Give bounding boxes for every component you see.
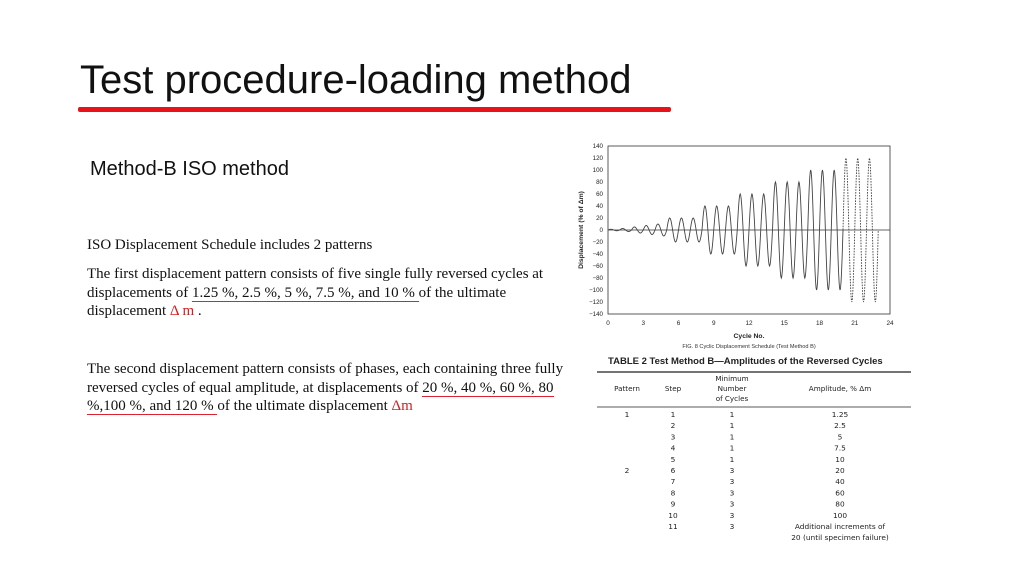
th-min-1: Minimum <box>715 374 749 383</box>
y-tick-label: 80 <box>596 179 603 187</box>
p2-text-end: . <box>194 303 202 319</box>
y-tick-label: −20 <box>592 239 603 247</box>
cell-amplitude: 40 <box>835 477 845 487</box>
x-tick-label: 18 <box>815 320 824 327</box>
y-tick-label: 120 <box>592 155 603 163</box>
cell-step: 2 <box>670 421 676 431</box>
x-tick-label: 3 <box>641 320 646 327</box>
cell-step: 1 <box>670 410 676 419</box>
title-underline <box>78 107 671 112</box>
cell-amplitude: 10 <box>835 454 845 464</box>
cell-amplitude: 5 <box>837 432 843 442</box>
cell-amplitude: Additional increments of <box>794 522 886 531</box>
cell-cycles: 3 <box>729 488 735 498</box>
cell-step: 10 <box>668 510 678 520</box>
y-tick-label: −140 <box>589 311 603 319</box>
x-tick-label: 9 <box>711 320 716 327</box>
paragraph-patterns-intro: ISO Displacement Schedule includes 2 patterns <box>87 237 373 253</box>
x-tick-label: 24 <box>886 320 894 327</box>
cell-step: 8 <box>670 488 676 498</box>
y-tick-label: −80 <box>592 275 603 283</box>
th-pattern: Pattern <box>614 384 640 393</box>
x-tick-label: 12 <box>745 320 753 327</box>
y-tick-label: 20 <box>596 215 603 223</box>
y-tick-label: −60 <box>592 263 603 271</box>
paragraph-first-pattern <box>87 265 557 321</box>
p3-text: The second displacement pattern consists of phases, each containing three fully reversed cycles of equal amplitude, at displacements of <box>87 361 564 396</box>
y-tick-label: 40 <box>596 203 603 211</box>
y-tick-label: 100 <box>592 167 603 175</box>
x-axis-label: Cycle No. <box>733 333 765 340</box>
cell-amplitude-cont: 20 (until specimen failure) <box>791 533 889 542</box>
displacement-series-solid <box>608 170 843 290</box>
slide-subtitle: Method-B ISO method <box>90 158 289 180</box>
cell-cycles: 1 <box>729 421 735 431</box>
cell-step: 11 <box>668 522 678 531</box>
chart-caption: FIG. 8 Cyclic Displacement Schedule (Test Method B) <box>682 344 816 350</box>
cell-step: 3 <box>670 432 676 442</box>
cell-amplitude: 20 <box>835 466 845 475</box>
cell-cycles: 1 <box>729 443 735 453</box>
cell-amplitude: 1.25 <box>831 410 849 419</box>
cell-amplitude: 7.5 <box>834 443 846 453</box>
cell-pattern: 2 <box>624 466 630 475</box>
th-min-3: of Cycles <box>715 394 749 403</box>
p3-text-cont: of the ultimate displacement <box>217 398 392 414</box>
y-tick-label: 140 <box>592 143 603 151</box>
th-amplitude: Amplitude, % Δm <box>808 384 872 393</box>
cyclic-displacement-chart <box>572 138 902 356</box>
cell-cycles: 3 <box>729 499 735 509</box>
cell-cycles: 1 <box>729 432 735 442</box>
paragraph-second-pattern <box>87 360 567 416</box>
cell-cycles: 3 <box>729 477 735 487</box>
cell-cycles: 1 <box>729 454 735 464</box>
slide-title: Test procedure-loading method <box>80 58 632 102</box>
cell-step: 6 <box>670 466 676 475</box>
p2-text: The first displacement pattern consists of five single fully reversed cycles at displacements of <box>87 266 544 301</box>
amplitudes-table <box>597 371 911 542</box>
chart-svg <box>572 138 902 356</box>
x-tick-label: 21 <box>851 320 859 327</box>
y-tick-label: −100 <box>589 287 603 295</box>
cell-amplitude: 2.5 <box>834 421 846 431</box>
th-min-2: Number <box>717 384 747 393</box>
x-tick-label: 15 <box>780 320 788 327</box>
cell-amplitude: 80 <box>835 499 845 509</box>
y-axis-label: Displacement (% of Δm) <box>578 191 585 269</box>
y-tick-label: 60 <box>596 191 603 199</box>
cell-step: 5 <box>670 454 676 464</box>
cell-cycles: 3 <box>729 522 735 531</box>
cell-step: 4 <box>670 443 676 453</box>
y-tick-label: 0 <box>599 227 603 235</box>
cell-pattern: 1 <box>624 410 630 419</box>
table-svg <box>597 371 911 542</box>
p2-text-cont: of the ultimate displacement <box>87 284 507 319</box>
p2-delta-symbol: Δ m <box>169 303 195 319</box>
p3-amplitudes-link[interactable]: 20 %, 40 %, 60 %, 80 %,100 %, and 120 % <box>87 379 554 414</box>
p3-delta-symbol: Δm <box>391 398 413 414</box>
cell-amplitude: 100 <box>832 510 848 520</box>
cell-cycles: 3 <box>729 510 735 520</box>
y-tick-label: −120 <box>589 299 603 307</box>
x-tick-label: 6 <box>676 320 681 327</box>
cell-cycles: 3 <box>729 466 735 475</box>
x-tick-label: 0 <box>606 320 610 327</box>
p2-amplitudes-link[interactable]: 1.25 %, 2.5 %, 5 %, 7.5 %, and 10 % <box>191 284 419 301</box>
cell-step: 9 <box>670 499 676 509</box>
cell-amplitude: 60 <box>835 488 845 498</box>
y-tick-label: −40 <box>592 251 603 259</box>
table-title: TABLE 2 Test Method B—Amplitudes of the Reversed Cycles <box>608 356 883 367</box>
th-step: Step <box>664 384 682 393</box>
cell-cycles: 1 <box>729 410 735 419</box>
cell-step: 7 <box>670 477 676 487</box>
